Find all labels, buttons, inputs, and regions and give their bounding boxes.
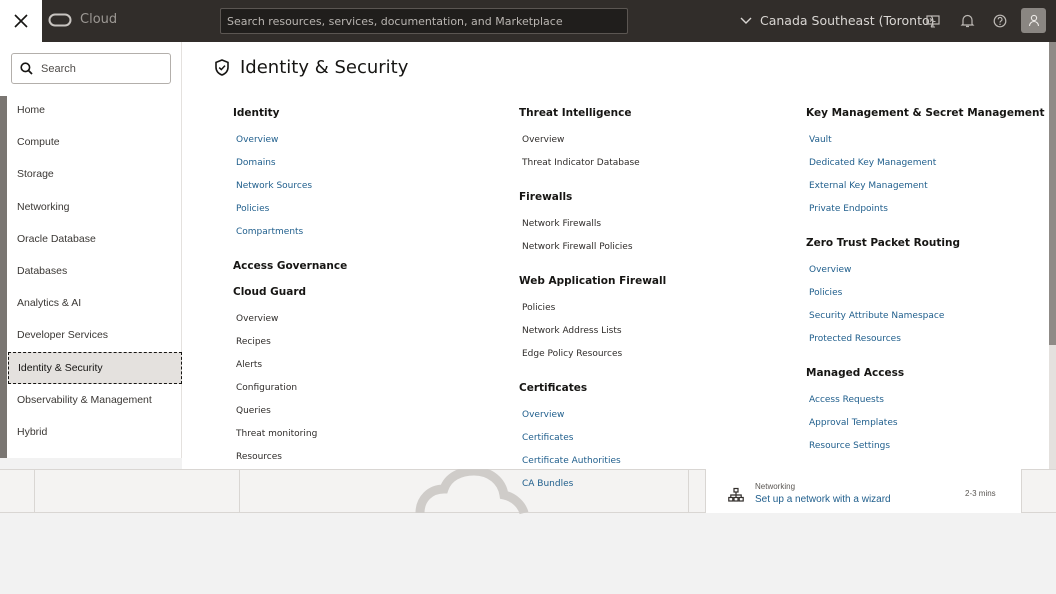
menu-column-2 [519, 100, 769, 505]
menu-link-list [806, 126, 1056, 230]
menu-link[interactable]: Overview [522, 410, 565, 420]
region-selector[interactable] [740, 13, 935, 28]
menu-link-list [233, 126, 483, 253]
menu-link[interactable]: Overview [236, 314, 279, 324]
menu-column-1 [233, 100, 483, 478]
menu-group-title: Certificates [519, 382, 588, 394]
top-header [0, 0, 1056, 42]
menu-link[interactable]: Access Requests [809, 395, 884, 405]
menu-link[interactable]: Policies [522, 303, 556, 313]
menu-link[interactable]: Network Address Lists [522, 326, 622, 336]
menu-group-title: Firewalls [519, 191, 573, 203]
menu-link[interactable]: Alerts [236, 360, 263, 370]
sidebar-item-home[interactable]: Home [17, 104, 46, 117]
panel-heading [214, 57, 408, 78]
menu-link[interactable]: Overview [522, 135, 565, 145]
menu-link[interactable]: Threat Indicator Database [522, 158, 640, 168]
menu-link[interactable]: Overview [236, 135, 279, 145]
menu-column-3 [806, 100, 1056, 467]
menu-link-list [519, 210, 769, 268]
menu-group [806, 100, 1056, 230]
menu-group [519, 100, 769, 184]
menu-link[interactable]: Resource Settings [809, 441, 891, 451]
panel-scrollbar-thumb[interactable] [1049, 42, 1056, 345]
menu-link[interactable]: Policies [809, 288, 843, 298]
menu-link[interactable]: Dedicated Key Management [809, 158, 937, 168]
card-title-link[interactable]: Set up a network with a wizard [755, 494, 891, 505]
menu-group [519, 375, 769, 505]
menu-group-title: Zero Trust Packet Routing [806, 237, 960, 249]
card-category: Networking [755, 482, 796, 491]
menu-link[interactable]: Approval Templates [809, 418, 898, 428]
menu-group [806, 360, 1056, 467]
help-icon [993, 14, 1007, 28]
profile-avatar-button[interactable] [1021, 8, 1046, 33]
menu-link-list [519, 294, 769, 375]
menu-link-list [519, 126, 769, 184]
sidebar-item-networking[interactable]: Networking [17, 200, 70, 213]
notifications-button[interactable] [957, 11, 977, 31]
menu-group [233, 279, 483, 478]
menu-group-title: Threat Intelligence [519, 107, 632, 119]
search-icon [20, 62, 33, 75]
cloud-shell-icon [926, 15, 940, 28]
menu-group-title: Cloud Guard [233, 286, 307, 298]
shield-icon [214, 59, 230, 76]
navigation-sidebar [0, 42, 182, 458]
menu-group-title: Managed Access [806, 367, 905, 379]
sidebar-item-developer-services[interactable]: Developer Services [17, 329, 109, 342]
sidebar-item-hybrid[interactable]: Hybrid [17, 425, 48, 438]
menu-link[interactable]: Certificate Authorities [522, 456, 621, 466]
sidebar-menu [8, 94, 182, 448]
menu-group-title[interactable]: Access Governance [233, 260, 348, 272]
menu-group [519, 268, 769, 375]
bell-icon [961, 14, 974, 28]
menu-link-list [519, 401, 769, 505]
brand-label: Cloud [80, 12, 118, 27]
menu-link[interactable]: Network Sources [236, 181, 313, 191]
menu-link[interactable]: Vault [809, 135, 832, 145]
menu-group-title: Identity [233, 107, 280, 119]
help-button[interactable] [990, 11, 1010, 31]
background-divider [34, 469, 35, 513]
menu-link[interactable]: Network Firewall Policies [522, 242, 633, 252]
menu-search-input[interactable] [11, 53, 171, 84]
menu-link[interactable]: Protected Resources [809, 334, 901, 344]
menu-group-title: Web Application Firewall [519, 275, 667, 287]
menu-link[interactable]: Recipes [236, 337, 271, 347]
menu-link[interactable]: CA Bundles [522, 479, 574, 489]
menu-link[interactable]: Compartments [236, 227, 304, 237]
card-duration: 2-3 mins [965, 489, 996, 498]
cloud-shell-button[interactable] [923, 11, 943, 31]
chevron-down-icon [740, 17, 752, 25]
menu-link[interactable]: Security Attribute Namespace [809, 311, 945, 321]
sidebar-item-databases[interactable]: Databases [17, 265, 68, 278]
menu-link[interactable]: Threat monitoring [236, 429, 318, 439]
close-icon [13, 13, 29, 29]
sidebar-item-storage[interactable]: Storage [17, 168, 54, 181]
user-icon [1028, 14, 1040, 27]
oracle-cloud-logo[interactable] [48, 12, 117, 27]
sidebar-item-analytics-ai[interactable]: Analytics & AI [17, 297, 82, 310]
menu-link[interactable]: Queries [236, 406, 271, 416]
menu-link[interactable]: Edge Policy Resources [522, 349, 623, 359]
menu-link[interactable]: Policies [236, 204, 270, 214]
menu-group [519, 184, 769, 268]
sidebar-item-identity-security[interactable]: Identity & Security [8, 352, 182, 384]
sidebar-item-oracle-database[interactable]: Oracle Database [17, 232, 96, 245]
menu-group [806, 230, 1056, 360]
menu-link[interactable]: Configuration [236, 383, 298, 393]
menu-link[interactable]: Certificates [522, 433, 574, 443]
menu-link[interactable]: Resources [236, 452, 282, 462]
close-menu-button[interactable] [0, 0, 42, 42]
menu-group [233, 253, 483, 279]
menu-link-list [806, 386, 1056, 467]
global-search-input[interactable]: Search resources, services, documentation, and Marketplace [220, 8, 628, 34]
menu-link-list [806, 256, 1056, 360]
menu-link[interactable]: Network Firewalls [522, 219, 602, 229]
menu-link[interactable]: Domains [236, 158, 276, 168]
menu-search-placeholder: Search [41, 62, 76, 75]
region-label: Canada Southeast (Toronto) [760, 13, 935, 28]
menu-link[interactable]: Private Endpoints [809, 204, 888, 214]
menu-group [233, 100, 483, 253]
menu-group-title: Key Management & Secret Management [806, 107, 1045, 119]
menu-link[interactable]: Overview [809, 265, 852, 275]
sidebar-item-compute[interactable]: Compute [17, 136, 60, 149]
sidebar-item-observability-management[interactable]: Observability & Management [17, 393, 152, 406]
oracle-logo-icon [48, 13, 72, 27]
menu-link[interactable]: External Key Management [809, 181, 928, 191]
menu-link-list [233, 305, 483, 478]
page-title: Identity & Security [240, 57, 409, 78]
